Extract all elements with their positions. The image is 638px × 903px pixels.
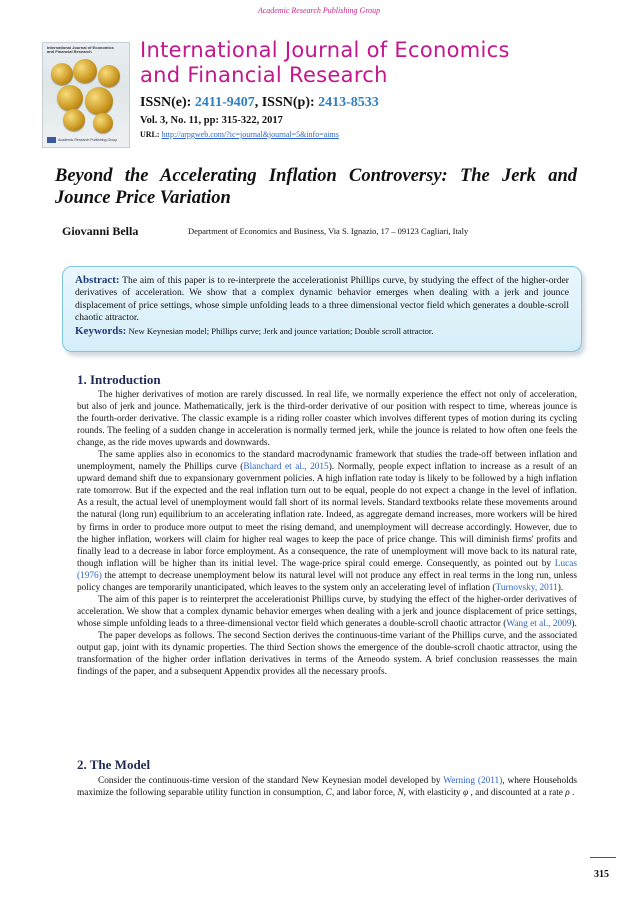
- citation-link[interactable]: Blanchard et al., 2015: [243, 462, 329, 473]
- coin-icon: [85, 87, 113, 115]
- issn-line: ISSN(e): 2411-9407, ISSN(p): 2413-8533: [140, 95, 379, 110]
- journal-cover-image: [42, 42, 130, 148]
- keywords-label: Keywords:: [75, 324, 127, 337]
- citation-link[interactable]: Turnovsky, 2011: [495, 582, 558, 593]
- coin-icon: [63, 109, 85, 131]
- phi-symbol: φ: [463, 788, 469, 799]
- paragraph: The same applies also in economics to the standard macrodynamic framework that studies the trade-off between inflation and unemployment, namely the Phillips curve (Blanchard et al., 2015). Normally, people expect inflation to increase as a result of an upward demand shift due to expansionary government policies. A high inflation rate today is likely to be followed by a high inflation rate tomorrow. But if the expected and the real inflation turn out to be equal, people do not expect a change in the level of inflation. As a result, the actual level of unemployment would fall short of its normal levels. Standard textbooks relate these movements around the natural (long run) equilibrium to an accelerating inflation rate. Indeed, as aggregate demand increases, more workers will be hired by firms in order to produce more output to meet the rising demand, and unemployment will decrease accordingly. However, due to the higher inflation, workers will claim for higher real wages to keep the pace of price change. This will diminish firms' profits and finally lead to a decrease in labor force employment. As a consequence, the rate of unemployment will move back to its natural rate, though inflation will be higher than its initial level. The wage-price spiral could emerge. Consequently, as pointed out by Lucas (1976) the attempt to decrease unemployment below its natural level will not produce any effect in real terms in the long run, unless policy changes are temporarily unanticipated, which leaves to the system only an accelerating level of inflation (Turnovsky, 2011).: [77, 450, 577, 593]
- abstract-box: [62, 266, 582, 352]
- paragraph: The aim of this paper is to reinterpret the accelerationist Phillips curve, by studying the effect of the higher-order derivatives of acceleration. We show that a complex dynamic behavior emerges when dealing with a jerk and jounce displacement of price settings, whose simple unfolding leads to a three-dimensional vector field which generates a double-scroll chaotic attractor (Wang et al., 2009).: [77, 594, 577, 629]
- introduction-body: [77, 389, 577, 678]
- issn-e: 2411-9407: [194, 95, 255, 110]
- journal-url-link[interactable]: http://arpgweb.com/?ic=journal&journal=5&info=aims: [161, 130, 339, 139]
- paragraph: Consider the continuous-time version of the standard New Keynesian model developed by Werning (2011), where Households maximize the following separable utility function in consumption, C, and labor force, N, with elasticity φ , and discounted at a rate ρ .: [77, 776, 578, 799]
- author-name: Giovanni Bella: [62, 224, 139, 238]
- author-affiliation: Department of Economics and Business, Via S. Ignazio, 17 – 09123 Cagliari, Italy: [188, 226, 469, 236]
- coin-icon: [57, 85, 83, 111]
- cover-publisher-logo: Academic Research Publishing Group: [47, 137, 117, 143]
- paragraph: The paper develops as follows. The second Section derives the continuous-time variant of the Phillips curve, and the associated output gap, joint with its dynamic properties. The third Section shows the emergence of the double-scroll chaotic attractor, using the transformation of the higher order inflation derivatives in terms of the Arneodo system. A brief conclusion reassesses the main findings of the paper, and a subsequent Appendix provides all the necessary proofs.: [77, 630, 577, 678]
- coin-icon: [51, 63, 73, 85]
- journal-url-line: URL: http://arpgweb.com/?ic=journal&journal=5&info=aims: [140, 130, 339, 139]
- section-heading-model: 2. The Model: [77, 757, 151, 772]
- page-number: 315: [594, 869, 609, 880]
- footer-rule: [590, 857, 616, 858]
- section-heading-introduction: 1. Introduction: [77, 372, 161, 387]
- paragraph: The higher derivatives of motion are rarely discussed. In real life, we normally experience the effect not only of acceleration, but also of jerk and jounce. Mathematically, jerk is the third-order derivative of our position with respect to time, whereas jounce is the fourth-order derivative. The classic example is a riding roller coaster which involves different types of motion during its cycling rounds. The feeling of a sudden change in acceleration is normally termed jerk, while the jounce is related to how often one feels the change, as the ride moves upwards and downwards.: [77, 390, 577, 449]
- citation-link[interactable]: Werning (2011): [443, 776, 503, 786]
- publisher-header-link[interactable]: Academic Research Publishing Group: [257, 6, 381, 15]
- paper-title: Beyond the Accelerating Inflation Controversy: The Jerk and Jounce Price Variation: [55, 166, 577, 208]
- citation-link[interactable]: Lucas (1976): [77, 558, 577, 581]
- keywords-paragraph: [75, 325, 569, 338]
- keywords-text: New Keynesian model; Phillips curve; Jerk and jounce variation; Double scroll attractor.: [126, 325, 434, 336]
- coin-icon: [73, 59, 97, 83]
- abstract-paragraph: [75, 274, 569, 325]
- abstract-text: The aim of this paper is to re-interprete the accelerationist Phillips curve, by studying the effect of the higher-order derivatives of acceleration. We show that a complex dynamic behavior emerges when dealing with a jerk and jounce displacement of price settings, whose simple unfolding leads to a three dimensional vector field which generates a double-scroll chaotic attractor.: [75, 275, 569, 324]
- journal-title: International Journal of Economics and Financial Research: [140, 38, 510, 87]
- model-body: [77, 775, 577, 799]
- cover-title: International Journal of Economics and Financial Research: [47, 45, 114, 54]
- volume-info: Vol. 3, No. 11, pp: 315-322, 2017: [140, 115, 283, 126]
- issn-p: 2413-8533: [318, 95, 379, 110]
- citation-link[interactable]: Wang et al., 2009: [506, 618, 572, 629]
- rho-symbol: ρ: [565, 788, 570, 799]
- coin-icon: [98, 65, 120, 87]
- publisher-logo-icon: [47, 137, 56, 143]
- coin-icon: [93, 113, 113, 133]
- abstract-label: Abstract:: [75, 274, 120, 286]
